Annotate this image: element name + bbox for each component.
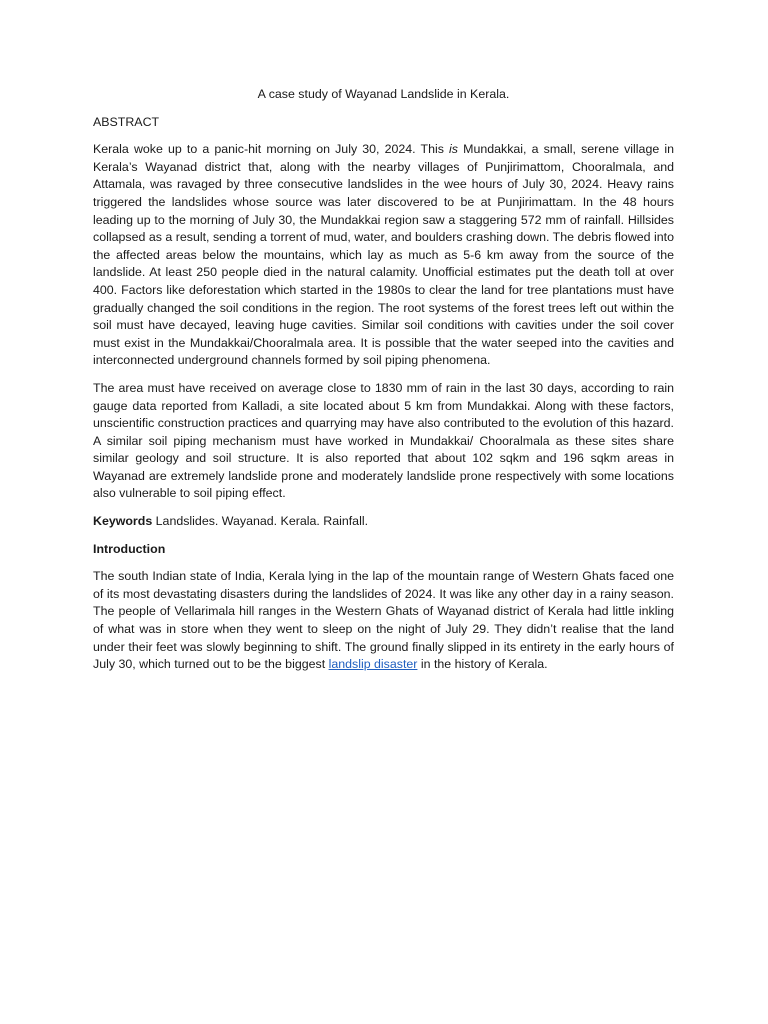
abstract-p1-text-start: Kerala woke up to a panic-hit morning on July 30, 2024. This [93, 142, 450, 157]
document-body [93, 86, 674, 684]
keywords-line [93, 513, 674, 531]
abstract-p1-text-end: Mundakkai, a small, serene village in Kerala’s Wayanad district that, along with the nearby villages of Punjirimattom, Chooralmala, and Attamala, was ravaged by three consecutive landslides in the wee hours of July 30, 2024. Heavy rains triggered the landslides whose source was later discovered to be at Punjirimattam. In the 48 hours leading up to the morning of July 30, the Mundakkai region saw a staggering 572 mm of rainfall. Hillsides collapsed as a result, sending a torrent of mud, water, and boulders crashing down. The debris flowed into the affected areas below the mountains, which lay as much as 5-6 km away from the source of the landslide. At least 250 people died in the natural calamity. Unofficial estimates put the death toll at over 400. Factors like deforestation which started in the 1980s to clear the land for tree plantations must have gradually changed the soil conditions in the region. The root systems of the forest trees left out within the soil must have decayed, leaving huge cavities. Similar soil conditions with cavities under the soil cover must exist in the Mundakkai/Chooralmala area. It is possible that the water seeped into the cavities and interconnected underground channels formed by soil piping phenomena. [93, 142, 674, 368]
intro-p1-text-start: The south Indian state of India, Kerala lying in the lap of the mountain range of Western Ghats faced one of its most devastating disasters during the landslides of 2024. It was like any other day in a rainy season. The people of Vellarimala hill ranges in the Western Ghats of Wayanad district of Kerala had little inkling of what was in store when they went to sleep on the night of July 29. They didn’t realise that the land under their feet was slowly beginning to shift. The ground finally slipped in its entirety in the early hours of July 30, which turned out to be the biggest [93, 569, 674, 672]
keywords-text: Landslides. Wayanad. Kerala. Rainfall. [152, 514, 369, 529]
abstract-paragraph-1 [93, 141, 674, 370]
abstract-paragraph-2: The area must have received on average close to 1830 mm of rain in the last 30 days, according to rain gauge data reported from Kalladi, a site located about 5 km from Mundakkai. Along with these factors, unscientific construction practices and quarrying may have also contributed to the evolution of this hazard. A similar soil piping mechanism must have worked in Mundakkai/ Chooralmala as these sites share similar geology and soil structure. It is also reported that about 102 sqkm and 196 sqkm areas in Wayanad are extremely landslide prone and moderately landslide prone respectively with some locations also vulnerable to soil piping effect. [93, 380, 674, 501]
document-title: A case study of Wayanad Landslide in Kerala. [257, 87, 510, 101]
abstract-p1-italic-word: is [449, 142, 458, 157]
introduction-heading: Introduction [93, 541, 166, 556]
landslip-disaster-link[interactable]: landslip disaster [328, 657, 418, 672]
keywords-label: Keywords [93, 514, 153, 529]
abstract-heading: ABSTRACT [93, 114, 160, 129]
intro-p1-text-end: in the history of Kerala. [417, 657, 548, 672]
introduction-paragraph-1 [93, 568, 674, 674]
